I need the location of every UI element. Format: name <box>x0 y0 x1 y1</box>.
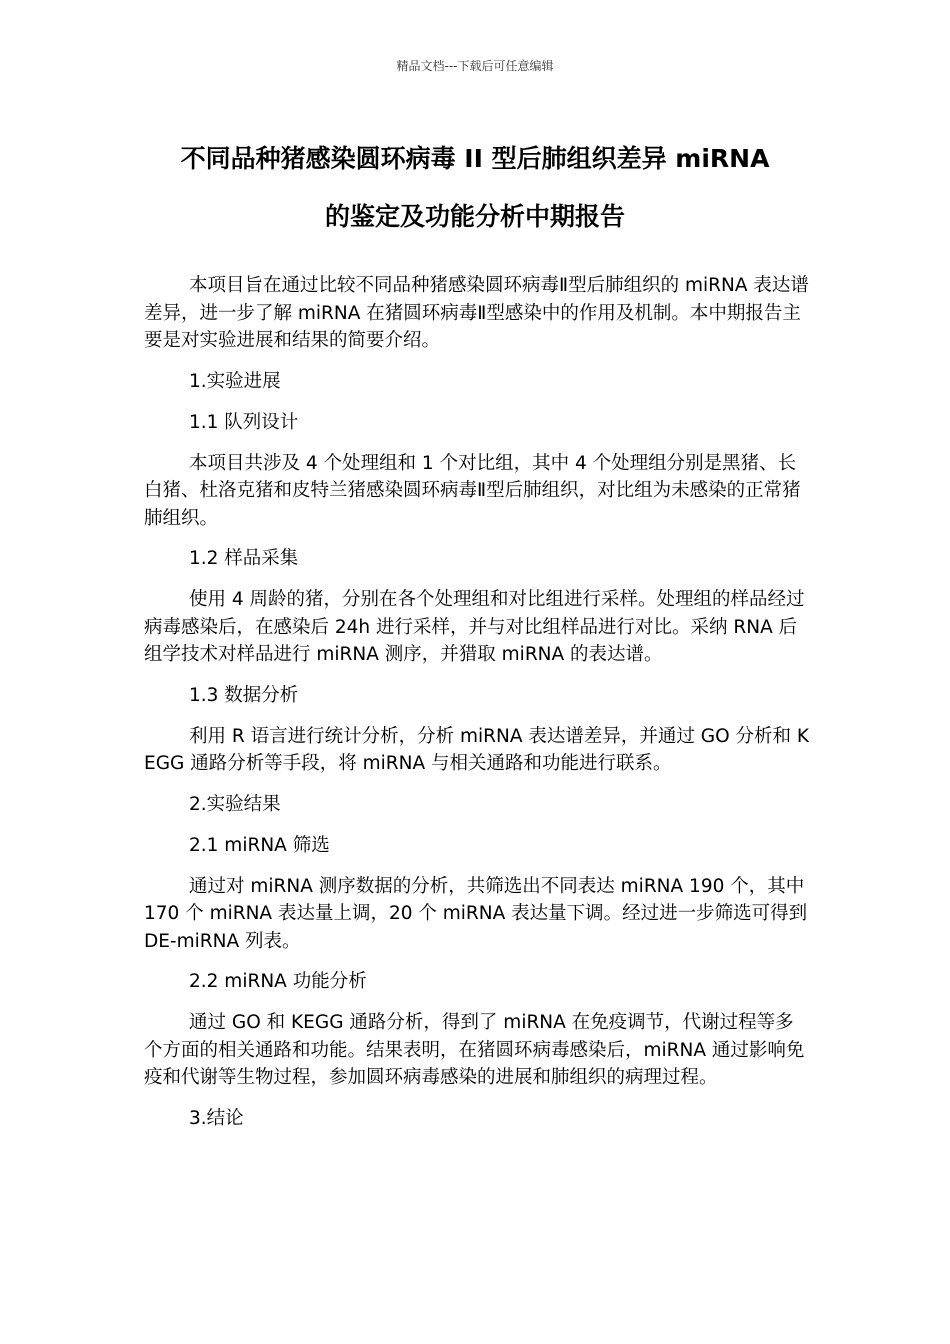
title-line-2: 的鉴定及功能分析中期报告 <box>324 202 625 231</box>
section-1-1-heading: 1.1 队列设计 <box>189 411 299 433</box>
section-1-1-paragraph: 本项目共涉及 4 个处理组和 1 个对比组，其中 4 个处理组分别是黑猪、长白猪、杜洛克猪和皮特兰猪感染圆环病毒Ⅱ型后肺组织，对比组为未感染的正常猪肺组织。 <box>144 452 801 529</box>
page-header: 精品文档---下载后可任意编辑 <box>396 59 554 73</box>
title-line-1: 不同品种猪感染圆环病毒 II 型后肺组织差异 miRNA <box>180 144 770 173</box>
section-1-3-paragraph: 利用 R 语言进行统计分析，分析 miRNA 表达谱差异，并通过 GO 分析和 KEGG 通路分析等手段，将 miRNA 与相关通路和功能进行联系。 <box>144 725 810 774</box>
section-1-3-heading: 1.3 数据分析 <box>189 684 299 706</box>
section-2-1-heading: 2.1 miRNA 筛选 <box>189 834 330 856</box>
section-1-heading: 1.实验进展 <box>189 370 281 392</box>
intro-paragraph: 本项目旨在通过比较不同品种猪感染圆环病毒Ⅱ型后肺组织的 miRNA 表达谱差异，进一步了解 miRNA 在猪圆环病毒Ⅱ型感染中的作用及机制。本中期报告主要是对实验进展和结果的简要介绍。 <box>144 275 809 351</box>
section-1-2-paragraph: 使用 4 周龄的猪，分别在各个处理组和对比组进行采样。处理组的样品经过病毒感染后，在感染后 24h 进行采样，并与对比组样品进行对比。采纳 RNA 后组学技术对样品进行 miRNA 测序，并猎取 miRNA 的表达谱。 <box>144 589 805 665</box>
section-2-2-heading: 2.2 miRNA 功能分析 <box>189 971 367 992</box>
section-1-2-heading: 1.2 样品采集 <box>189 548 299 569</box>
section-2-2-paragraph: 通过 GO 和 KEGG 通路分析，得到了 miRNA 在免疫调节，代谢过程等多个方面的相关通路和功能。结果表明，在猪圆环病毒感染后，miRNA 通过影响免疫和代谢等生物过程，参加圆环病毒感染的进展和肺组织的病理过程。 <box>144 1012 805 1088</box>
document-title <box>120 130 830 246</box>
section-2-heading: 2.实验结果 <box>189 793 281 815</box>
section-3-heading: 3.结论 <box>189 1107 244 1129</box>
section-2-1-paragraph: 通过对 miRNA 测序数据的分析，共筛选出不同表达 miRNA 190 个，其中 170 个 miRNA 表达量上调，20 个 miRNA 表达量下调。经过进一步筛选可得到 DE-miRNA 列表。 <box>144 875 808 952</box>
document-body <box>144 272 810 1146</box>
